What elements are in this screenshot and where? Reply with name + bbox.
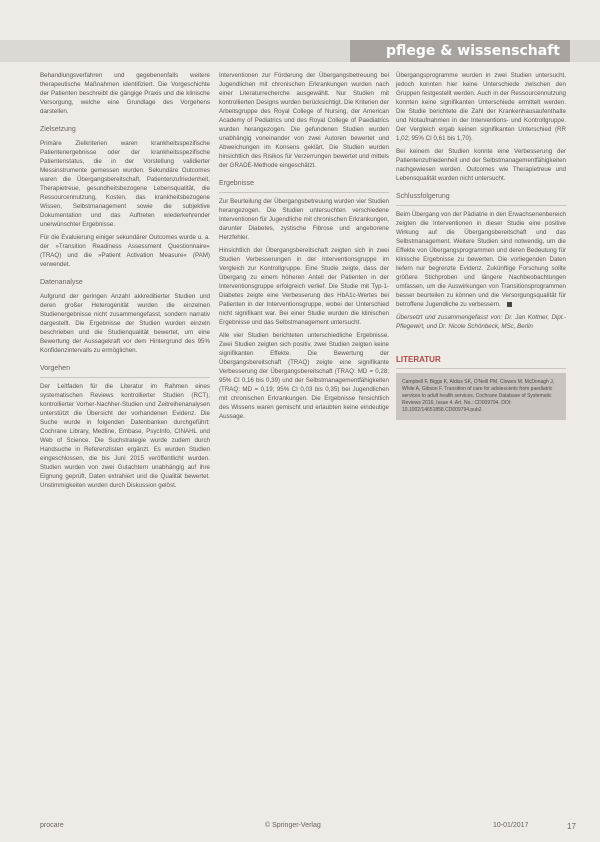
literature-box: Campbell F, Biggs K, Aldiss SK, O'Neill PM, Clowes M, McDonagh J, While A, Gibson F. Transition of care for adolescents from paediatric services to adult health services. Cochrane Database of Systematic Reviews 2016, Issue 4. Art. No.: CD009794. DOI: 10.1002/14651858.CD009794.pub2 <box>396 373 566 420</box>
page-number: 17 <box>567 822 576 831</box>
paragraph: Primäre Zielkriterien waren krankheitsspezifische Patientenergebnisse oder der krankheitsspezifische Patientenstatus, die in der Vorstellung validierter Messinstrumente gemessen wurden. Sekundäre Outcomes waren die Übergangsbereitschaft, Patientenzufriedenheit, Therapietreue, gesundheitsbezogene Lebensqualität, die Ressourcennutzung, Kosten, das krankheitsbezogene Wissen, Selbstmanagement sowie die subjektive Dokumentation und das Auftreten wiederkehrender unerwünschter Ergebnisse. <box>40 140 210 228</box>
paragraph: Behandlungsverfahren und gegebenenfalls weitere therapeutische Maßnahmen identifiziert. Die Vorgeschichte der Patienten beschreibt die gängige Praxis und die klinische Versorgung, welche eine Grundlage des Vorgehens darstellen. <box>40 72 210 115</box>
paragraph: Aufgrund der geringen Anzahl akkreditierter Studien und deren großer Heterogenität wurden die einzelnen Studienergebnisse nicht zusammengefasst, sondern narrativ dargestellt. Die Ergebnisse der Studien wurden einzeln beschrieben und die Studienqualität bewertet, um eine Bewertung der Aussagekraft vor dem Hintergrund des 95% Konfidenzintervalls zu ermöglichen. <box>40 292 210 354</box>
paragraph: Bei keinem der Studien konnte eine Verbesserung der Patientenzufriedenheit und der Selbstmanagementfähigkeiten nachgewiesen werden. Outcomes wie Therapietreue und Lebensqualität wurden nicht untersucht. <box>396 147 566 182</box>
footer <box>40 822 575 834</box>
paragraph <box>396 211 566 310</box>
column-3 <box>396 72 566 420</box>
paragraph: Alle vier Studien berichteten unterschiedliche Ergebnisse. Zwei Studien zeigten sich positiv, zwei Studien zeigten keine signifikanten Effekte. Die Bewertung der Übergangsbereitschaft (TRAQ) zeigte eine signifikante Verbesserung der Übergangsbereitschaft (TRAQ: MD = 0,28; 95% CI 0,16 bis 0,39) und der Selbstmanagementfähigkeiten (TRAQ: MD = 0,19; 95% CI 0,03 bis 0,35) bei Jugendlichen mit chronischen Erkrankungen. Die Ergebnisse hinsichtlich des Wissens waren gemischt und erlaubten keine eindeutige Aussage. <box>219 331 389 420</box>
heading-datenanalyse: Datenanalyse <box>40 278 83 286</box>
paragraph: Hinsichtlich der Übergangsbereitschaft zeigten sich in zwei Studien Verbesserungen in der Interventionsgruppe im Vergleich zur Kontrollgruppe. Eine Studie zeigte, dass der Übergang zu einem höheren Anteil der Patienten in der Interventionsgruppe erfolgreich verlief. Die Studie mit Typ-1-Diabetes zeigte eine Verbesserung des HbA1c-Wertes bei Patienten in der Interventionsgruppe, wobei der Unterschied nicht signifikant war. Bei einer Studie wurden die klinischen Ergebnisse und das Selbstmanagement untersucht. <box>219 246 389 326</box>
heading-schlussfolgerung: Schlussfolgerung <box>396 192 566 206</box>
heading-zielsetzung: Zielsetzung <box>40 125 76 133</box>
paragraph: Interventionen zur Förderung der Übergangsbetreuung bei Jugendlichen mit chronischen Erkrankungen wurden nach einer Literaturrecherche ausgewählt. Nur Studien mit kontrollierten Designs wurden berücksichtigt. Die Kriterien der Arbeitsgruppe des Royal College of Nursing, der American Academy of Pediatrics und des Royal College of Paediatrics wurden herangezogen. Die gefundenen Studien wurden unabhängig voneinander von zwei Autoren bewertet und Abweichungen im Konsens geklärt. Die Studien wurden hinsichtlich des Risikos für Verzerrungen bewertet und mittels der GRADE-Methode eingeschätzt. <box>219 72 389 169</box>
heading-vorgehen: Vorgehen <box>40 364 210 378</box>
paragraph: Übergangsprogramme wurden in zwei Studien untersucht, jedoch konnten hier keine Unterschiede zwischen den Gruppen festgestellt werden. Auch in der Ressourcennutzung konnten keine signifikanten Unterschiede ermittelt werden. Die Studie berichtete die Zahl der Krankenhausaufenthalte und Notaufnahmen in der Interventions- und Kontrollgruppe. Der Vergleich ergab keinen signifikanten Unterschied (RR 1,02; 95% CI 0,61 bis 1,70). <box>396 72 566 142</box>
paragraph: Zur Beurteilung der Übergangsbetreuung wurden vier Studien herangezogen. Die Studien untersuchten verschiedene Interventionen für Jugendliche mit chronischen Erkrankungen, darunter Diabetes, zystische Fibrose und angeborene Herzfehler. <box>219 197 389 241</box>
column-2 <box>219 72 389 426</box>
credits: Übersetzt und zusammengefasst von: Dr. Jan Kottner, Dipl.-Pflegewirt, und Dr. Nicole Schönbeck, MSc, Berlin <box>396 313 566 330</box>
literature-title: LITERATUR <box>396 354 566 370</box>
paragraph: Der Leitfaden für die Literatur im Rahmen eines systematischen Reviews kontrollierter Studien (RCT), kontrollierter Vorher-Nachher-Studien und Zeitreihenanalysen unterstützt die Übersicht der vorhandenen Evidenz. Die Suche wurde in folgenden Datenbanken durchgeführt: Cochrane Library, Medline, Embase, PsycInfo, CINAHL und Web of Science. Die Suchstrategie wurde zudem durch Handsuche in Referenzlisten ergänzt. Es wurden Studien eingeschlossen, die bis Juni 2015 veröffentlicht wurden. Studien wurden von zwei Gutachtern unabhängig auf ihre Eignung geprüft, Daten extrahiert und die Qualität bewertet. Unstimmigkeiten wurden durch Diskussion gelöst. <box>40 383 210 489</box>
paragraph-text: Beim Übergang von der Pädiatrie in den Erwachsenenbereich zeigten die Interventionen in dieser Studie eine positive Wirkung auf die Übergangsbereitschaft und das Selbstmanagement. Weitere Studien sind notwendig, um die Effekte von Übergangsprogrammen und deren Bedeutung für klinische Ergebnisse zu bewerten. Die vorliegenden Daten liefern nur begrenzte Evidenz. Zukünftige Forschung sollte größere Stichproben und längere Nachbeobachtungen umfassen, um die Auswirkungen von Transitionsprogrammen besser beurteilen zu können und die Versorgungsqualität für betroffene Jugendliche zu verbessern. <box>396 210 566 308</box>
section-title: pflege & wissenschaft <box>350 40 570 62</box>
footer-issue: 10-01/2017 <box>493 822 529 829</box>
column-1 <box>40 72 210 495</box>
paragraph: Für die Evaluierung einiger sekundärer Outcomes wurde u. a. der »Transition Readiness Assessment Questionnaire« (TRAQ) und die »Patient Activation Measure« (PAM) verwendet. <box>40 233 210 268</box>
end-mark-icon <box>507 302 512 307</box>
heading-ergebnisse: Ergebnisse <box>219 179 389 193</box>
footer-publisher: © Springer-Verlag <box>265 822 321 829</box>
footer-publication: procare <box>40 822 64 829</box>
header-bar <box>0 40 600 62</box>
